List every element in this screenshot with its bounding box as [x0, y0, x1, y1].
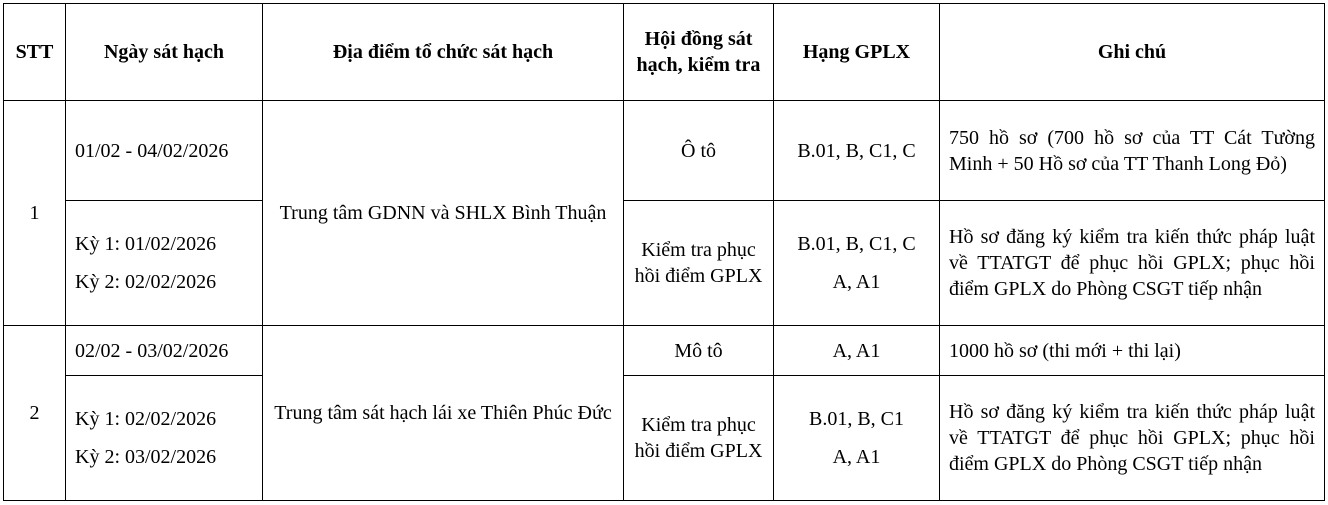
- license-cell: A, A1: [774, 326, 940, 376]
- date-cell: 01/02 - 04/02/2026: [66, 101, 263, 201]
- date-cell: 02/02 - 03/02/2026: [66, 326, 263, 376]
- date-line: Kỳ 1: 01/02/2026: [75, 233, 217, 255]
- header-location: Địa điểm tổ chức sát hạch: [263, 4, 624, 101]
- date-line: Kỳ 1: 02/02/2026: [75, 408, 217, 430]
- stt-cell: 1: [4, 101, 66, 326]
- license-line: B.01, B, C1, C: [797, 233, 916, 255]
- stt-cell: 2: [4, 326, 66, 501]
- header-council: Hội đồng sát hạch, kiểm tra: [624, 4, 774, 101]
- table-row: [4, 376, 1325, 501]
- council-cell: Mô tô: [624, 326, 774, 376]
- date-line: Kỳ 2: 02/02/2026: [75, 271, 217, 293]
- license-line: A, A1: [832, 446, 881, 468]
- table-row: [4, 326, 1325, 376]
- note-cell: Hồ sơ đăng ký kiểm tra kiến thức pháp luật về TTATGT để phục hồi GPLX; phục hồi điểm GPLX do Phòng CSGT tiếp nhận: [940, 201, 1325, 326]
- license-line: B.01, B, C1: [808, 408, 905, 430]
- note-cell: Hồ sơ đăng ký kiểm tra kiến thức pháp luật về TTATGT để phục hồi GPLX; phục hồi điểm GPLX do Phòng CSGT tiếp nhận: [940, 376, 1325, 501]
- header-row: [4, 4, 1325, 101]
- note-cell: 1000 hồ sơ (thi mới + thi lại): [940, 326, 1325, 376]
- header-note: Ghi chú: [940, 4, 1325, 101]
- header-stt: STT: [4, 4, 66, 101]
- header-date: Ngày sát hạch: [66, 4, 263, 101]
- exam-schedule-table: [3, 3, 1325, 501]
- date-line: Kỳ 2: 03/02/2026: [75, 446, 217, 468]
- license-cell: B.01, B, C1, C: [774, 101, 940, 201]
- license-line: A, A1: [832, 271, 881, 293]
- header-license: Hạng GPLX: [774, 4, 940, 101]
- note-cell: 750 hồ sơ (700 hồ sơ của TT Cát Tường Minh + 50 Hồ sơ của TT Thanh Long Đỏ): [940, 101, 1325, 201]
- location-cell: Trung tâm GDNN và SHLX Bình Thuận: [263, 101, 624, 326]
- council-cell: Kiểm tra phục hồi điểm GPLX: [624, 376, 774, 501]
- table-row: [4, 201, 1325, 326]
- location-cell: Trung tâm sát hạch lái xe Thiên Phúc Đức: [263, 326, 624, 501]
- license-cell: [774, 376, 940, 501]
- date-cell: [66, 201, 263, 326]
- council-cell: Kiểm tra phục hồi điểm GPLX: [624, 201, 774, 326]
- table-row: [4, 101, 1325, 201]
- date-cell: [66, 376, 263, 501]
- license-cell: [774, 201, 940, 326]
- council-cell: Ô tô: [624, 101, 774, 201]
